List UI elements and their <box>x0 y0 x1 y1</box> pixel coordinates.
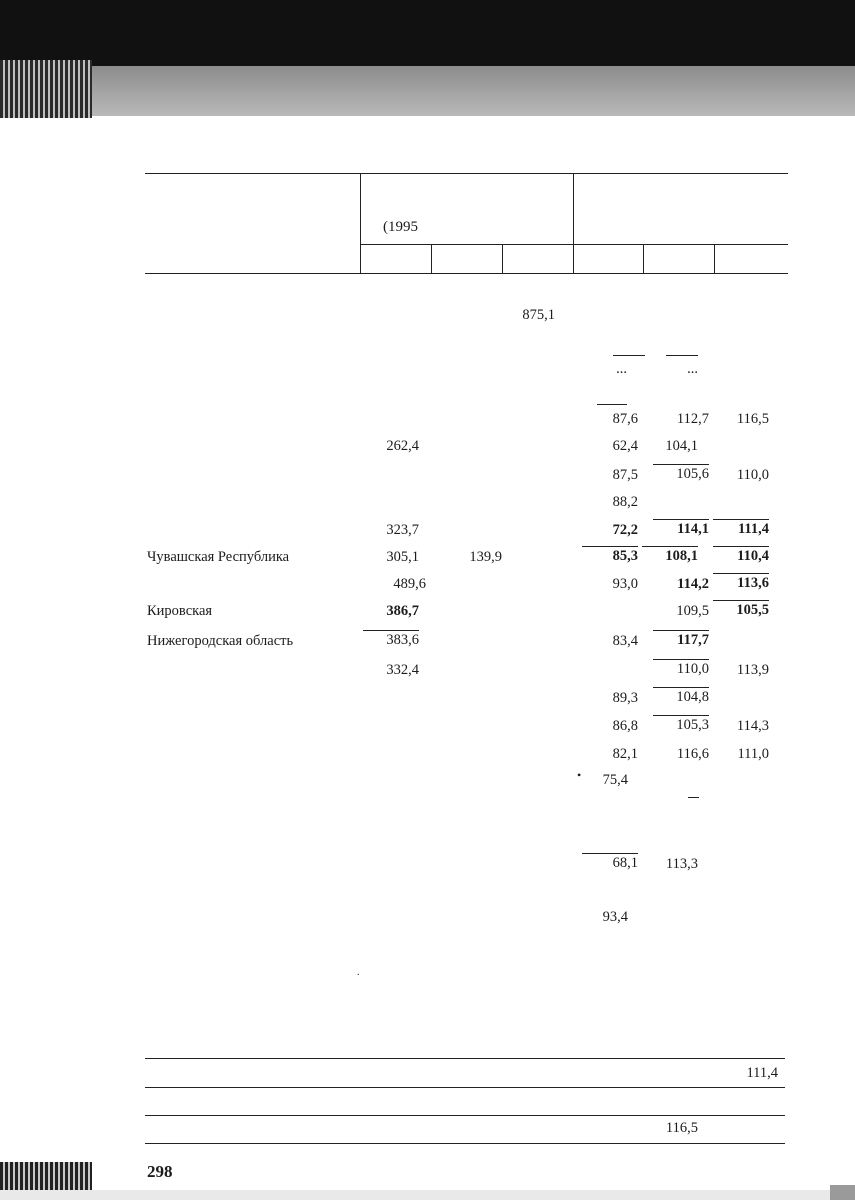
region-name: Кировская <box>147 603 213 619</box>
table-cell: 75,4 <box>602 772 628 788</box>
dash-mark <box>613 355 645 356</box>
footer-rule <box>145 1058 785 1059</box>
table-cell: 72,2 <box>612 522 638 538</box>
table-cell: 85,3 <box>582 546 638 564</box>
table-cell: 110,0 <box>653 659 709 677</box>
dash-mark <box>688 797 699 798</box>
table-cell: 111,0 <box>737 746 769 762</box>
scan-bottom-edge <box>0 1190 855 1200</box>
table-cell: 114,1 <box>653 519 709 537</box>
header-bottom-rule <box>145 273 788 274</box>
column-divider <box>360 173 361 273</box>
table-cell: 332,4 <box>386 662 419 678</box>
table-cell: 489,6 <box>393 576 426 592</box>
table-cell: 113,6 <box>713 573 769 591</box>
table-cell: 305,1 <box>386 549 419 565</box>
table-cell: 117,7 <box>653 630 709 648</box>
footer-rule <box>145 1087 785 1088</box>
scan-left-edge <box>0 60 92 118</box>
stray-dot: • <box>577 768 582 782</box>
table-cell: 262,4 <box>386 438 419 454</box>
column-divider <box>502 244 503 273</box>
header-sub-rule <box>360 244 788 245</box>
dash-mark <box>666 355 698 356</box>
table-cell: 111,4 <box>746 1065 778 1081</box>
table-cell: 110,0 <box>736 467 769 483</box>
table-cell: 114,3 <box>736 718 769 734</box>
table-cell: 87,6 <box>612 411 638 427</box>
table-cell: 105,5 <box>713 600 769 618</box>
table-cell: 104,1 <box>665 438 698 454</box>
table-cell: 111,4 <box>713 519 769 537</box>
page-number: 298 <box>147 1162 173 1181</box>
table-cell: 104,8 <box>653 687 709 705</box>
column-divider <box>714 244 715 273</box>
table-cell: 83,4 <box>612 633 638 649</box>
table-cell: 108,1 <box>642 546 698 564</box>
column-divider <box>643 244 644 273</box>
table-cell: 105,6 <box>653 464 709 482</box>
table-cell: 116,5 <box>736 411 769 427</box>
table-cell: 68,1 <box>582 853 638 871</box>
table-cell: 116,5 <box>665 1120 698 1136</box>
column-divider <box>573 173 574 273</box>
scan-top-gradient <box>0 66 855 116</box>
region-name: Чувашская Республика <box>147 549 290 565</box>
stray-dot: . <box>357 967 360 978</box>
table-top-rule <box>145 173 788 174</box>
table-cell: 323,7 <box>386 522 419 538</box>
scan-corner <box>830 1185 855 1200</box>
table-cell: 93,4 <box>602 909 628 925</box>
table-cell: 62,4 <box>612 438 638 454</box>
footer-rule <box>145 1143 785 1144</box>
table-cell: 89,3 <box>612 690 638 706</box>
table-cell: 113,3 <box>665 856 698 872</box>
footer-rule <box>145 1115 785 1116</box>
table-cell: 875,1 <box>522 307 555 323</box>
table-cell: 386,7 <box>386 603 419 619</box>
table-cell: 82,1 <box>612 746 638 762</box>
table-cell: 87,5 <box>612 467 638 483</box>
table-cell: 112,7 <box>676 411 709 427</box>
region-name: Нижегородская область <box>147 633 294 649</box>
scan-top-shadow <box>0 0 855 66</box>
base-year-label: (1995 <box>383 219 418 235</box>
table-cell: 109,5 <box>676 603 709 619</box>
scan-left-edge-bottom <box>0 1162 92 1190</box>
table-cell: ... <box>616 361 627 377</box>
dash-mark <box>597 404 627 405</box>
table-cell: 383,6 <box>363 630 419 648</box>
table-cell: 86,8 <box>612 718 638 734</box>
table-cell: 110,4 <box>713 546 769 564</box>
table-cell: 114,2 <box>677 576 709 592</box>
table-cell: 139,9 <box>469 549 502 565</box>
table-cell: 88,2 <box>612 494 638 510</box>
table-cell: ... <box>687 361 698 377</box>
column-divider <box>431 244 432 273</box>
table-cell: 105,3 <box>653 715 709 733</box>
table-cell: 93,0 <box>612 576 638 592</box>
table-cell: 116,6 <box>676 746 709 762</box>
table-cell: 113,9 <box>736 662 769 678</box>
